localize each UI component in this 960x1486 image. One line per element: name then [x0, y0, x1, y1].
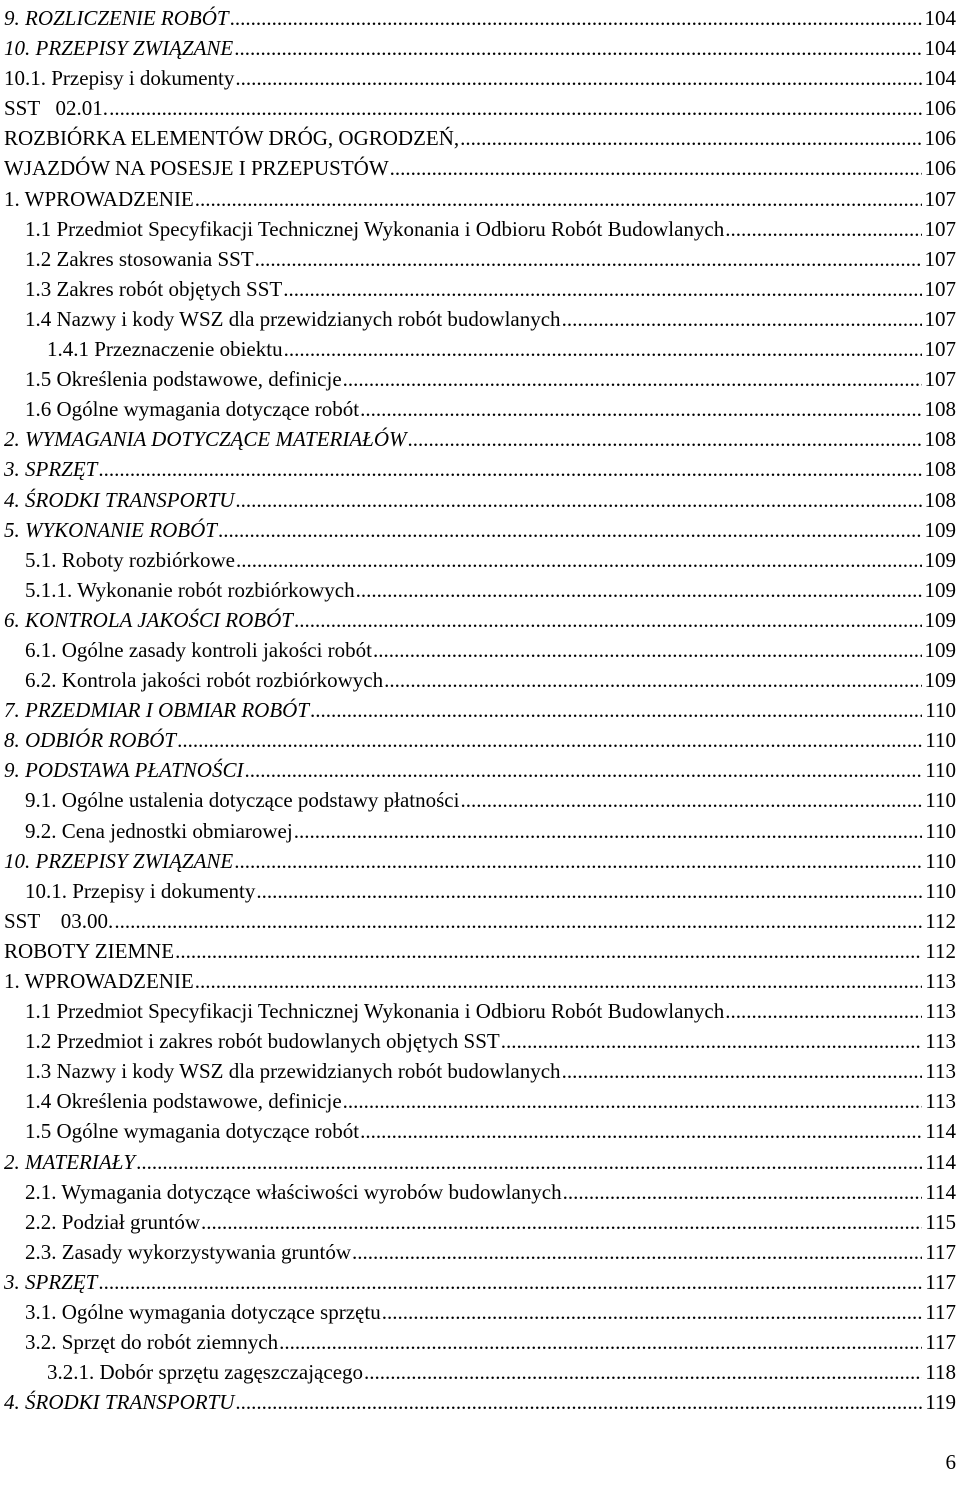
toc-entry-title: 10.1. Przepisy i dokumenty: [4, 66, 235, 91]
toc-entry-page: 113: [925, 1029, 956, 1054]
toc-entry-page: 109: [924, 517, 956, 542]
toc-entry[interactable]: [4, 1177, 956, 1207]
toc-entry[interactable]: [4, 394, 956, 424]
toc-dot-leader: [293, 816, 923, 846]
toc-entry-page: 109: [924, 607, 956, 632]
toc-dot-leader: [293, 605, 922, 635]
toc-dot-leader: [194, 184, 922, 214]
toc-dot-leader: [342, 1086, 923, 1116]
toc-entry[interactable]: [4, 1026, 956, 1056]
toc-entry[interactable]: [4, 1147, 956, 1177]
toc-entry-page: 112: [925, 908, 956, 933]
toc-entry[interactable]: [4, 816, 956, 846]
toc-dot-leader: [97, 1267, 922, 1297]
toc-entry-page: 110: [925, 758, 956, 783]
toc-entry-page: 109: [924, 637, 956, 662]
toc-entry-title: 1.5 Ogólne wymagania dotyczące robót: [25, 1119, 360, 1144]
toc-entry-page: 108: [924, 457, 956, 482]
toc-entry-title: 8. ODBIÓR ROBÓT: [4, 728, 177, 753]
toc-dot-leader: [561, 1056, 923, 1086]
toc-entry-page: 110: [925, 698, 956, 723]
toc-entry-title: 1.3 Nazwy i kody WSZ dla przewidzianych robót budowlanych: [25, 1059, 561, 1084]
toc-entry[interactable]: [4, 153, 956, 183]
toc-entry-page: 107: [924, 306, 956, 331]
toc-entry-title: SST 03.00.: [4, 908, 114, 933]
toc-entry-title: 3.2. Sprzęt do robót ziemnych: [25, 1330, 279, 1355]
toc-entry-title: ROZBIÓRKA ELEMENTÓW DRÓG, OGRODZEŃ,: [4, 126, 460, 151]
toc-entry-page: 107: [924, 246, 956, 271]
toc-entry-page: 114: [925, 1149, 956, 1174]
toc-entry-page: 107: [924, 337, 956, 362]
toc-entry-page: 113: [925, 969, 956, 993]
toc-entry-title: 1.5 Określenia podstawowe, definicje: [25, 367, 342, 392]
toc-dot-leader: [278, 1327, 922, 1357]
toc-entry-title: WJAZDÓW NA POSESJE I PRZEPUSTÓW: [4, 156, 389, 181]
toc-dot-leader: [194, 966, 923, 996]
toc-entry-title: 1.1 Przedmiot Specyfikacji Technicznej Wykonania i Odbioru Robót Budowlanych: [25, 999, 725, 1024]
toc-entry[interactable]: [4, 936, 956, 966]
toc-dot-leader: [176, 725, 922, 755]
toc-entry-page: 117: [925, 1269, 956, 1294]
toc-entry-title: 2. MATERIAŁY: [4, 1149, 136, 1174]
toc-entry-title: 6.1. Ogólne zasady kontroli jakości robót: [25, 637, 373, 662]
toc-dot-leader: [217, 515, 922, 545]
toc-entry-page: 113: [925, 1089, 956, 1114]
toc-entry-page: 106: [924, 156, 956, 181]
toc-entry-title: 1. WPROWADZENIE: [4, 969, 194, 993]
toc-entry[interactable]: [4, 1086, 956, 1116]
toc-dot-leader: [200, 1207, 922, 1237]
toc-entry-page: 104: [924, 36, 956, 61]
toc-entry[interactable]: [4, 63, 956, 93]
toc-entry-title: 3.2.1. Dobór sprzętu zagęszczającego: [47, 1360, 364, 1385]
toc-dot-leader: [309, 695, 922, 725]
toc-entry-title: 2.3. Zasady wykorzystywania gruntów: [25, 1239, 352, 1264]
toc-dot-leader: [234, 485, 921, 515]
toc-entry[interactable]: [4, 304, 956, 334]
toc-entry[interactable]: [4, 545, 956, 575]
page-number: 6: [945, 1450, 956, 1474]
toc-dot-leader: [562, 1177, 923, 1207]
toc-entry-title: ROBOTY ZIEMNE: [4, 938, 175, 963]
toc-entry[interactable]: [4, 334, 956, 364]
toc-entry-page: 117: [925, 1239, 956, 1264]
toc-dot-leader: [372, 635, 921, 665]
toc-entry-title: 3.1. Ogólne wymagania dotyczące sprzętu: [25, 1300, 381, 1325]
toc-entry-page: 107: [924, 276, 956, 301]
toc-entry-page: 108: [924, 487, 956, 512]
toc-dot-leader: [407, 424, 922, 454]
toc-entry[interactable]: [4, 1297, 956, 1327]
toc-entry[interactable]: [4, 93, 956, 123]
toc-entry-page: 109: [924, 547, 956, 572]
toc-entry-title: 4. ŚRODKI TRANSPORTU: [4, 487, 235, 512]
toc-entry-title: 1.2 Zakres stosowania SST: [25, 246, 254, 271]
toc-entry[interactable]: [4, 485, 956, 515]
toc-dot-leader: [359, 1116, 922, 1146]
toc-entry-title: 1.2 Przedmiot i zakres robót budowlanych objętych SST: [25, 1029, 500, 1054]
toc-dot-leader: [233, 33, 921, 63]
toc-entry[interactable]: [4, 214, 956, 244]
toc-dot-leader: [234, 1387, 922, 1417]
toc-dot-leader: [724, 214, 921, 244]
toc-dot-leader: [108, 93, 921, 123]
toc-entry-page: 117: [925, 1300, 956, 1325]
toc-entry-page: 109: [924, 668, 956, 693]
toc-dot-leader: [561, 304, 922, 334]
toc-entry[interactable]: [4, 876, 956, 906]
toc-dot-leader: [351, 1237, 922, 1267]
toc-entry[interactable]: [4, 605, 956, 635]
table-of-contents: [4, 3, 956, 1417]
toc-dot-leader: [359, 394, 921, 424]
toc-dot-leader: [459, 785, 922, 815]
toc-dot-leader: [282, 274, 921, 304]
toc-entry-title: 3. SPRZĘT: [4, 1269, 98, 1294]
toc-entry-title: SST 02.01.: [4, 96, 109, 121]
toc-entry[interactable]: [4, 274, 956, 304]
toc-entry-title: 2.1. Wymagania dotyczące właściwości wyrobów budowlanych: [25, 1179, 562, 1204]
toc-entry[interactable]: [4, 244, 956, 274]
toc-entry-page: 104: [924, 6, 956, 30]
toc-entry[interactable]: [4, 364, 956, 394]
toc-entry-title: 2.2. Podział gruntów: [25, 1209, 200, 1234]
toc-entry-title: 9.2. Cena jednostki obmiarowej: [25, 818, 293, 843]
toc-dot-leader: [243, 755, 922, 785]
toc-dot-leader: [342, 364, 922, 394]
toc-entry[interactable]: [4, 3, 956, 33]
toc-entry-title: 5.1.1. Wykonanie robót rozbiórkowych: [25, 577, 355, 602]
toc-entry-title: 1.3 Zakres robót objętych SST: [25, 276, 283, 301]
toc-entry-page: 104: [924, 66, 956, 91]
toc-entry[interactable]: [4, 966, 956, 996]
toc-entry[interactable]: [4, 635, 956, 665]
toc-entry[interactable]: [4, 755, 956, 785]
toc-entry[interactable]: [4, 665, 956, 695]
toc-entry-title: 1.4 Nazwy i kody WSZ dla przewidzianych robót budowlanych: [25, 306, 561, 331]
toc-entry[interactable]: [4, 1237, 956, 1267]
toc-entry[interactable]: [4, 575, 956, 605]
toc-entry-title: 10. PRZEPISY ZWIĄZANE: [4, 848, 234, 873]
toc-entry-page: 110: [925, 878, 956, 903]
toc-entry[interactable]: [4, 1116, 956, 1146]
toc-entry-title: 10. PRZEPISY ZWIĄZANE: [4, 36, 234, 61]
toc-entry-page: 107: [924, 186, 956, 211]
toc-entry[interactable]: [4, 906, 956, 936]
toc-entry[interactable]: [4, 123, 956, 153]
toc-entry-page: 115: [925, 1209, 956, 1234]
toc-dot-leader: [500, 1026, 923, 1056]
toc-entry[interactable]: [4, 1327, 956, 1357]
toc-entry[interactable]: [4, 424, 956, 454]
toc-entry-title: 1.1 Przedmiot Specyfikacji Technicznej Wykonania i Odbioru Robót Budowlanych: [25, 216, 725, 241]
toc-entry[interactable]: [4, 184, 956, 214]
toc-dot-leader: [363, 1357, 922, 1387]
toc-entry-page: 110: [925, 818, 956, 843]
toc-entry-title: 1. WPROWADZENIE: [4, 186, 194, 211]
toc-entry-title: 10.1. Przepisy i dokumenty: [25, 878, 256, 903]
toc-dot-leader: [724, 996, 922, 1026]
toc-entry[interactable]: [4, 785, 956, 815]
toc-dot-leader: [97, 454, 921, 484]
toc-dot-leader: [233, 846, 922, 876]
toc-entry-page: 106: [924, 126, 956, 151]
toc-entry-title: 6. KONTROLA JAKOŚCI ROBÓT: [4, 607, 293, 632]
toc-entry-title: 1.6 Ogólne wymagania dotyczące robót: [25, 397, 360, 422]
toc-entry[interactable]: [4, 1357, 956, 1387]
toc-entry-page: 107: [924, 216, 956, 241]
toc-entry-page: 106: [924, 96, 956, 121]
toc-entry-page: 113: [925, 999, 956, 1024]
toc-dot-leader: [174, 936, 922, 966]
toc-dot-leader: [234, 63, 921, 93]
toc-entry-title: 5. WYKONANIE ROBÓT: [4, 517, 217, 542]
toc-entry-page: 114: [925, 1179, 956, 1204]
toc-entry[interactable]: [4, 1267, 956, 1297]
toc-entry-title: 9.1. Ogólne ustalenia dotyczące podstawy płatności: [25, 788, 460, 813]
toc-entry[interactable]: [4, 1387, 956, 1417]
toc-entry-title: 1.4 Określenia podstawowe, definicje: [25, 1089, 342, 1114]
toc-entry-page: 108: [924, 397, 956, 422]
toc-entry-page: 110: [925, 728, 956, 753]
toc-entry-page: 118: [925, 1360, 956, 1385]
toc-entry-page: 119: [925, 1390, 956, 1415]
toc-entry[interactable]: [4, 695, 956, 725]
toc-entry-page: 110: [925, 848, 956, 873]
toc-entry-title: 4. ŚRODKI TRANSPORTU: [4, 1390, 235, 1415]
toc-entry[interactable]: [4, 846, 956, 876]
toc-entry-page: 117: [925, 1330, 956, 1355]
toc-dot-leader: [355, 575, 922, 605]
toc-entry-title: 7. PRZEDMIAR I OBMIAR ROBÓT: [4, 698, 310, 723]
toc-entry-title: 9. ROZLICZENIE ROBÓT: [4, 6, 229, 30]
toc-entry-page: 113: [925, 1059, 956, 1084]
toc-entry-title: 2. WYMAGANIA DOTYCZĄCE MATERIAŁÓW: [4, 427, 407, 452]
toc-entry[interactable]: [4, 33, 956, 63]
toc-entry[interactable]: [4, 515, 956, 545]
toc-dot-leader: [255, 876, 922, 906]
toc-dot-leader: [381, 1297, 923, 1327]
toc-entry-title: 6.2. Kontrola jakości robót rozbiórkowych: [25, 668, 384, 693]
toc-entry-title: 1.4.1 Przeznaczenie obiektu: [47, 337, 283, 362]
toc-dot-leader: [135, 1147, 922, 1177]
toc-entry-title: 3. SPRZĘT: [4, 457, 98, 482]
toc-entry-page: 114: [925, 1119, 956, 1144]
toc-dot-leader: [229, 3, 922, 33]
toc-dot-leader: [283, 334, 922, 364]
toc-entry[interactable]: [4, 1207, 956, 1237]
toc-entry[interactable]: [4, 1056, 956, 1086]
toc-entry-page: 112: [925, 938, 956, 963]
toc-entry-page: 107: [924, 367, 956, 392]
toc-dot-leader: [254, 244, 922, 274]
toc-dot-leader: [235, 545, 922, 575]
toc-dot-leader: [383, 665, 921, 695]
toc-entry[interactable]: [4, 996, 956, 1026]
toc-entry[interactable]: [4, 725, 956, 755]
toc-entry-title: 9. PODSTAWA PŁATNOŚCI: [4, 758, 244, 783]
toc-entry-page: 108: [924, 427, 956, 452]
toc-entry-page: 110: [925, 788, 956, 813]
toc-entry-page: 109: [924, 577, 956, 602]
toc-dot-leader: [113, 906, 922, 936]
toc-dot-leader: [459, 123, 921, 153]
toc-dot-leader: [389, 153, 922, 183]
toc-entry[interactable]: [4, 454, 956, 484]
toc-entry-title: 5.1. Roboty rozbiórkowe: [25, 547, 235, 572]
